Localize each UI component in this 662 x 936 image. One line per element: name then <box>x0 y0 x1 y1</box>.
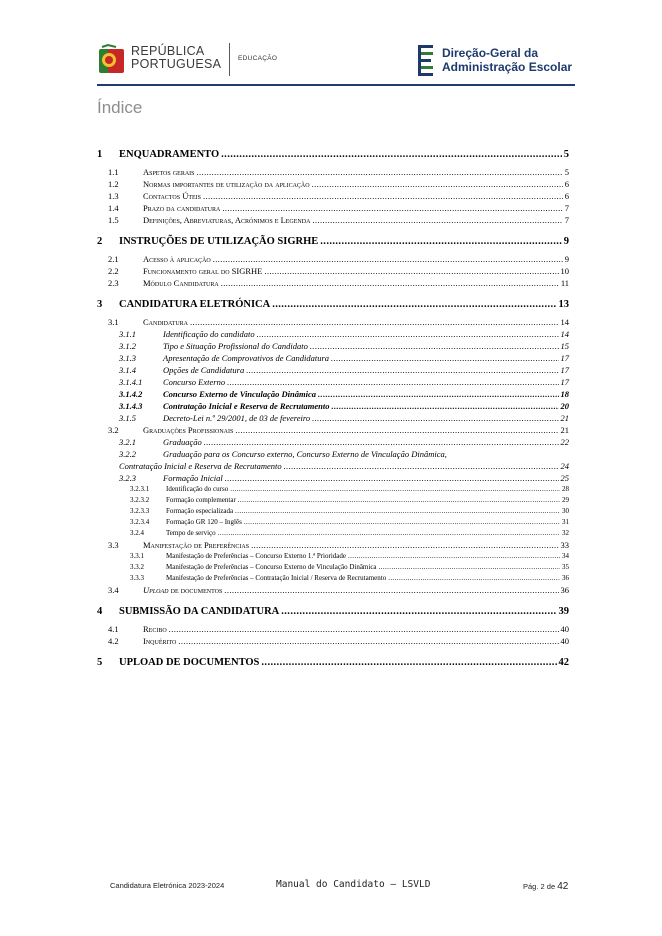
toc-label: Manifestação de Preferências – Concurso Externo 1.ª Prioridade <box>166 552 346 560</box>
toc-label: Manifestação de Preferências – Concurso Externo de Vinculação Dinâmica <box>166 563 377 571</box>
toc-leader <box>244 517 560 528</box>
toc-page: 22 <box>560 437 569 447</box>
toc-page: 40 <box>560 624 569 634</box>
toc-number: 3.4 <box>108 585 119 595</box>
toc-label <box>143 584 222 596</box>
toc-entry-2-1[interactable] <box>97 253 569 265</box>
toc-leader <box>379 562 560 573</box>
toc-page: 6 <box>564 191 569 201</box>
toc-entry-4-2[interactable] <box>97 635 569 647</box>
toc-leader <box>281 604 556 619</box>
toc-page: 17 <box>560 353 569 363</box>
toc-entry-2-3[interactable] <box>97 277 569 289</box>
toc-leader <box>204 436 559 448</box>
toc-label: Graduações Profissionais <box>143 425 234 435</box>
toc-entry-1-4[interactable] <box>97 202 569 214</box>
toc-entry-3-2[interactable] <box>97 424 569 436</box>
dgae-logo-icon <box>418 45 434 76</box>
toc-label: Inquérito <box>143 636 177 646</box>
toc-leader <box>197 166 563 178</box>
toc-number: 4.1 <box>108 624 119 634</box>
toc-label: Formação especializada <box>166 507 234 515</box>
toc-entry-3-3-1[interactable] <box>97 551 569 562</box>
toc-leader <box>178 635 558 647</box>
toc-label: Prazo da candidatura <box>143 203 221 213</box>
toc-leader <box>312 412 558 424</box>
toc-number: 1.3 <box>108 191 119 201</box>
toc-number: 3.1.3 <box>119 353 136 363</box>
toc-label: Decreto-Lei n.º 29/2001, de 03 de fevereiro <box>163 413 311 423</box>
toc-number: 1.5 <box>108 215 119 225</box>
toc-number: 2 <box>97 236 103 247</box>
toc-page: 24 <box>560 461 569 471</box>
toc-entry-4-1[interactable] <box>97 623 569 635</box>
toc-label: Formação Inicial <box>163 473 223 483</box>
toc-number: 3.3.1 <box>130 552 144 560</box>
toc-entry-3-3-2[interactable] <box>97 562 569 573</box>
toc-page: 9 <box>563 236 569 247</box>
toc-leader <box>222 202 562 214</box>
toc-leader <box>246 364 558 376</box>
toc-entry-2-2[interactable] <box>97 265 569 277</box>
toc-leader <box>331 352 558 364</box>
toc-number: 3.1.4.2 <box>119 389 143 399</box>
toc-page: 21 <box>560 425 569 435</box>
toc-number: 3.2.3 <box>119 473 136 483</box>
toc-leader <box>388 573 560 584</box>
footer-left: Candidatura Eletrónica 2023-2024 <box>110 881 225 890</box>
toc-number: 2.3 <box>108 278 119 288</box>
toc-leader <box>227 376 558 388</box>
toc-label: Aspetos gerais <box>143 167 195 177</box>
toc-leader <box>312 214 562 226</box>
toc-entry-3-1-4-3[interactable] <box>97 400 569 412</box>
toc-number: 3.2.4 <box>130 529 144 537</box>
toc-number: 1.2 <box>108 179 119 189</box>
toc-number: 3.2.3.1 <box>130 485 150 493</box>
toc-leader <box>261 655 556 670</box>
toc-number: 3.3.2 <box>130 563 144 571</box>
toc-label: Identificação do candidato <box>163 329 255 339</box>
toc-label: Formação GR 120 – Inglês <box>166 518 242 526</box>
toc-label: Opções de Candidatura <box>163 365 245 375</box>
toc-leader <box>218 528 560 539</box>
toc-entry-1-1[interactable] <box>97 166 569 178</box>
toc-page: 6 <box>564 179 569 189</box>
toc-number: 3.1.2 <box>119 341 136 351</box>
republica-portuguesa-logo <box>131 45 221 71</box>
toc-leader <box>312 178 563 190</box>
toc-number: 3 <box>97 299 103 310</box>
toc-page: 42 <box>558 657 569 668</box>
toc-label: Acesso à aplicação <box>143 254 211 264</box>
toc-leader <box>284 460 559 472</box>
toc-entry-3-2-1[interactable] <box>97 436 569 448</box>
toc-entry-2[interactable] <box>97 234 569 249</box>
toc-label: Módulo Candidatura <box>143 278 219 288</box>
toc-label: Formação complementar <box>166 496 236 504</box>
dgae-line-2: Administração Escolar <box>442 60 573 74</box>
page-title: Índice <box>97 98 143 117</box>
toc-leader <box>225 472 559 484</box>
toc-page: 39 <box>558 606 569 617</box>
dgae-line-1: Direção-Geral da <box>442 46 539 60</box>
toc-page: 36 <box>560 585 569 595</box>
toc-entry-1-2[interactable] <box>97 178 569 190</box>
toc-entry-3-1-5[interactable] <box>97 412 569 424</box>
toc-page: 10 <box>560 266 569 276</box>
toc-leader <box>169 623 559 635</box>
toc-label: SUBMISSÃO DA CANDIDATURA <box>119 606 280 617</box>
footer-center: Manual do Candidato – LSVLD <box>276 879 431 890</box>
toc-number: 3.1 <box>108 317 119 327</box>
toc-entry-3-2-4[interactable] <box>97 528 569 539</box>
toc-entry-3-2-3[interactable] <box>97 472 569 484</box>
toc-entry-3-2-3-4[interactable] <box>97 517 569 528</box>
toc-entry-3-3[interactable] <box>97 539 569 551</box>
toc-number: 3.2.1 <box>119 437 136 447</box>
toc-entry-3-1-1[interactable] <box>97 328 569 340</box>
toc-label: Definições, Abreviaturas, Acrónimos e Legenda <box>143 215 311 225</box>
toc-number: 1.1 <box>108 167 119 177</box>
toc-entry-3-2-3-1[interactable] <box>97 484 569 495</box>
toc-label-italic: Upload <box>143 585 169 595</box>
toc-number: 3.2.3.3 <box>130 507 150 515</box>
toc-page: 34 <box>562 552 569 560</box>
toc-entry-3-2-3-3[interactable] <box>97 506 569 517</box>
toc-label: Concurso Externo de Vinculação Dinâmica <box>163 389 317 399</box>
table-of-contents <box>97 147 569 670</box>
toc-entry-1-3[interactable] <box>97 190 569 202</box>
header-separator <box>229 43 230 76</box>
toc-number: 3.2 <box>108 425 119 435</box>
toc-label: Recibo <box>143 624 167 634</box>
toc-label: Tipo e Situação Profissional do Candidato <box>163 341 308 351</box>
toc-page: 17 <box>560 365 569 375</box>
toc-label: Contactos Úteis <box>143 191 202 201</box>
toc-number: 5 <box>97 657 103 668</box>
footer-page-total: 42 <box>557 881 569 892</box>
toc-leader <box>224 584 558 596</box>
toc-leader <box>310 340 559 352</box>
toc-number: 3.2.3.2 <box>130 496 150 504</box>
toc-entry-3-2-3-2[interactable] <box>97 495 569 506</box>
toc-leader <box>331 400 558 412</box>
header-rule <box>97 84 575 86</box>
toc-leader <box>221 147 562 162</box>
toc-label: INSTRUÇÕES DE UTILIZAÇÃO SIGRHE <box>119 236 319 247</box>
toc-leader <box>235 424 558 436</box>
toc-page: 36 <box>562 574 569 582</box>
toc-page: 35 <box>562 563 569 571</box>
toc-leader <box>190 316 558 328</box>
toc-page: 30 <box>562 507 569 515</box>
toc-entry-3-1-4-2[interactable] <box>97 388 569 400</box>
toc-entry-3-1-2[interactable] <box>97 340 569 352</box>
toc-leader <box>203 190 563 202</box>
toc-leader <box>238 495 560 506</box>
toc-label: CANDIDATURA ELETRÓNICA <box>119 299 271 310</box>
toc-number: 2.2 <box>108 266 119 276</box>
toc-entry-3-2-2-line1[interactable] <box>97 448 569 460</box>
toc-entry-3-2-2-line2[interactable] <box>97 460 569 472</box>
footer-page-prefix: Pág. 2 de <box>523 882 558 891</box>
toc-label-rest: de documentos <box>168 585 223 595</box>
toc-page: 13 <box>558 299 569 310</box>
toc-page: 29 <box>562 496 569 504</box>
toc-page: 32 <box>562 529 569 537</box>
toc-page: 28 <box>562 485 569 493</box>
ministry-label: EDUCAÇÃO <box>238 55 278 62</box>
toc-page: 18 <box>560 389 569 399</box>
toc-number: 2.1 <box>108 254 119 264</box>
toc-entry-3[interactable] <box>97 297 569 312</box>
toc-label: Apresentação de Comprovativos de Candidatura <box>163 353 330 363</box>
toc-entry-3-1-4-1[interactable] <box>97 376 569 388</box>
toc-page: 21 <box>560 413 569 423</box>
toc-page: 31 <box>562 518 569 526</box>
toc-label: Candidatura <box>143 317 189 327</box>
toc-number: 1 <box>97 149 103 160</box>
toc-number: 3.2.3.4 <box>130 518 150 526</box>
toc-number: 4 <box>97 606 103 617</box>
toc-leader <box>235 506 560 517</box>
toc-page: 7 <box>564 215 569 225</box>
dgae-logo-text <box>442 46 572 74</box>
toc-leader <box>221 277 559 289</box>
logo-line-1: REPÚBLICA <box>131 44 205 58</box>
toc-entry-1-5[interactable] <box>97 214 569 226</box>
toc-entry-3-1[interactable] <box>97 316 569 328</box>
toc-leader <box>318 388 558 400</box>
toc-label: Manifestação de Preferências – Contratação Inicial / Reserva de Recrutamento <box>166 574 387 582</box>
toc-leader <box>264 265 558 277</box>
toc-page: 7 <box>564 203 569 213</box>
toc-label: Contratação Inicial e Reserva de Recrutamento <box>163 401 330 411</box>
toc-page: 33 <box>560 540 569 550</box>
toc-page: 15 <box>560 341 569 351</box>
toc-entry-5[interactable] <box>97 655 569 670</box>
toc-leader <box>230 484 560 495</box>
toc-number: 3.2.2 <box>119 449 136 459</box>
toc-label: Concurso Externo <box>163 377 226 387</box>
toc-label-continued: Contratação Inicial e Reserva de Recrutamento <box>119 461 282 471</box>
toc-entry-4[interactable] <box>97 604 569 619</box>
toc-label: Graduação para os Concurso externo, Concurso Externo de Vinculação Dinâmica, <box>163 449 447 459</box>
toc-leader <box>257 328 559 340</box>
toc-leader <box>251 539 558 551</box>
toc-label: Identificação do curso <box>166 485 229 493</box>
toc-number: 3.1.5 <box>119 413 136 423</box>
toc-number: 1.4 <box>108 203 119 213</box>
toc-number: 3.3.3 <box>130 574 144 582</box>
toc-page: 14 <box>560 317 569 327</box>
toc-number: 3.1.4 <box>119 365 136 375</box>
toc-page: 11 <box>560 278 569 288</box>
toc-entry-3-1-3[interactable] <box>97 352 569 364</box>
toc-number: 4.2 <box>108 636 119 646</box>
republica-portuguesa-emblem-icon <box>98 43 126 77</box>
toc-number: 3.3 <box>108 540 119 550</box>
toc-label: Funcionamento geral do SIGRHE <box>143 266 263 276</box>
toc-leader <box>348 551 560 562</box>
page-header <box>0 0 662 90</box>
toc-label: Manifestação de Preferências <box>143 540 250 550</box>
toc-page: 14 <box>560 329 569 339</box>
footer-page-number <box>523 881 568 892</box>
toc-label: Normas importantes de utilização da aplicação <box>143 179 310 189</box>
toc-label: Tempo de serviço <box>166 529 216 537</box>
toc-leader <box>320 234 561 249</box>
toc-entry-1[interactable] <box>97 147 569 162</box>
toc-number: 3.1.1 <box>119 329 136 339</box>
toc-page: 5 <box>563 149 569 160</box>
toc-page: 40 <box>560 636 569 646</box>
toc-page: 9 <box>564 254 569 264</box>
toc-entry-3-3-3[interactable] <box>97 573 569 584</box>
toc-entry-3-4[interactable] <box>97 584 569 596</box>
toc-page: 5 <box>564 167 569 177</box>
logo-line-2: PORTUGUESA <box>131 57 222 71</box>
toc-label: UPLOAD DE DOCUMENTOS <box>119 657 260 668</box>
toc-label: ENQUADRAMENTO <box>119 149 220 160</box>
toc-page: 17 <box>560 377 569 387</box>
toc-number: 3.1.4.1 <box>119 377 143 387</box>
toc-leader <box>213 253 563 265</box>
toc-leader <box>272 297 556 312</box>
toc-number: 3.1.4.3 <box>119 401 143 411</box>
toc-entry-3-1-4[interactable] <box>97 364 569 376</box>
toc-page: 20 <box>560 401 569 411</box>
toc-page: 25 <box>560 473 569 483</box>
toc-label: Graduação <box>163 437 202 447</box>
